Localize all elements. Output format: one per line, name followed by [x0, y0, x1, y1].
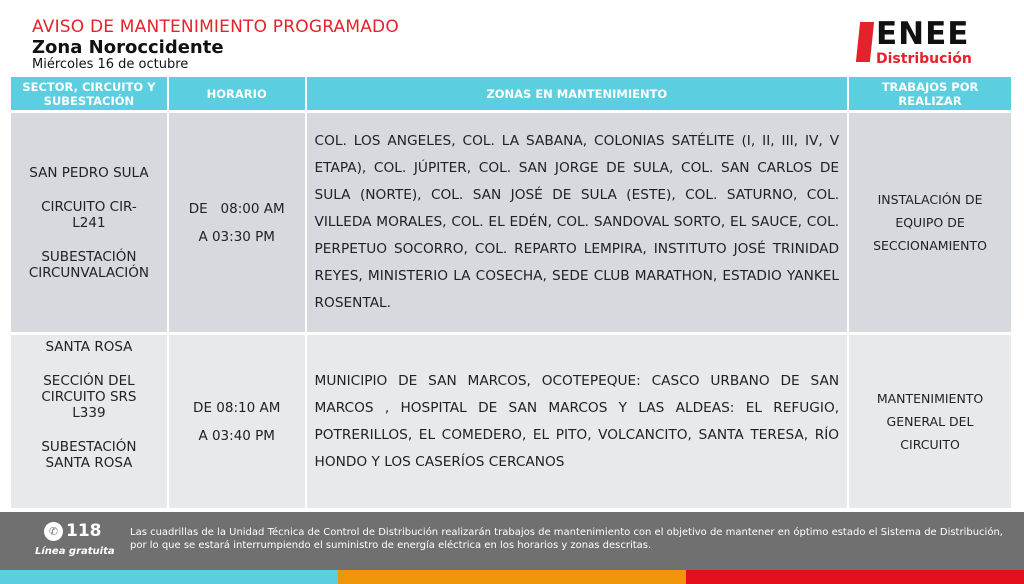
free-line-label: Línea gratuita [35, 546, 115, 557]
header-schedule: HORARIO [169, 77, 305, 113]
notice-title: AVISO DE MANTENIMIENTO PROGRAMADO [32, 17, 399, 37]
table-row [11, 113, 1011, 335]
notice-date: Miércoles 16 de octubre [32, 57, 189, 72]
time-to: A 03:30 PM [198, 228, 275, 245]
work-cell: INSTALACIÓN DE EQUIPO DE SECCIONAMIENTO [849, 113, 1011, 335]
time-from: DE 08:10 AM [193, 399, 281, 416]
sector: SAN PEDRO SULA [29, 164, 149, 181]
substation: SUBESTACIÓN CIRCUNVALACIÓN [28, 248, 149, 281]
footer [0, 512, 1024, 570]
logo-name: ENEE [876, 16, 970, 52]
table-row [11, 335, 1011, 508]
sector: SANTA ROSA [45, 339, 133, 355]
sector-cell [11, 335, 167, 508]
enee-logo [858, 16, 1003, 68]
stripe-red [686, 570, 1024, 584]
stripe-orange [338, 570, 686, 584]
stripe-cyan [0, 570, 338, 584]
zones-cell: COL. LOS ANGELES, COL. LA SABANA, COLONIAS SATÉLITE (I, II, III, IV, V ETAPA), COL. JÚPITER, COL. SAN JORGE DE SULA, COL. SAN CARLOS DE SULA (NORTE), COL. SAN JOSÉ DE SULA (ESTE), COL. SATURNO, COL. VILLEDA MORALES, COL. EL EDÉN, COL. SANDOVAL SORTO, EL SAUCE, COL. PERPETUO SOCORRO, COL. REPARTO LEMPIRA, INSTITUTO JOSÉ TRINIDAD REYES, MINISTERIO LA COSECHA, SEDE CLUB MARATHON, ESTADIO YANKEL ROSENTAL. [307, 113, 848, 335]
logo-mark-icon [856, 22, 874, 62]
table-header-row [11, 77, 1011, 113]
logo-sub: Distribución [876, 51, 972, 67]
circuit: SECCIÓN DEL CIRCUITO SRS L339 [41, 373, 137, 421]
phone-number: 118 [66, 521, 102, 541]
time-to: A 03:40 PM [198, 427, 275, 444]
phone-line [44, 521, 102, 541]
header-zones: ZONAS EN MANTENIMIENTO [307, 77, 848, 113]
sector-cell [11, 113, 167, 335]
footer-message: Las cuadrillas de la Unidad Técnica de Control de Distribución realizarán trabajos de mantenimiento con el objetivo de mantener en óptimo estado el Sistema de Distribución, por lo que se estará interrumpiendo el suministro de energía eléctrica en los horarios y zonas descritas. [130, 527, 1003, 551]
substation: SUBESTACIÓN SANTA ROSA [41, 439, 137, 471]
schedule-cell [169, 113, 305, 335]
header-sector: SECTOR, CIRCUITO Y SUBESTACIÓN [11, 77, 167, 113]
header-work: TRABAJOS POR REALIZAR [849, 77, 1011, 113]
phone-icon: ✆ [44, 522, 63, 541]
work-cell: MANTENIMIENTO GENERAL DEL CIRCUITO [849, 335, 1011, 508]
circuit: CIRCUITO CIR-L241 [41, 198, 137, 231]
schedule-cell [169, 335, 305, 508]
time-from: DE 08:00 AM [188, 200, 285, 217]
maintenance-table [9, 77, 1013, 508]
zones-cell: MUNICIPIO DE SAN MARCOS, OCOTEPEQUE: CASCO URBANO DE SAN MARCOS , HOSPITAL DE SAN MARCOS Y LAS ALDEAS: EL REFUGIO, POTRERILLOS, EL COMEDERO, EL PITO, VOLCANCITO, SANTA TERESA, RÍO HONDO Y LOS CASERÍOS CERCANOS [307, 335, 848, 508]
zone-name: Zona Noroccidente [32, 37, 224, 58]
